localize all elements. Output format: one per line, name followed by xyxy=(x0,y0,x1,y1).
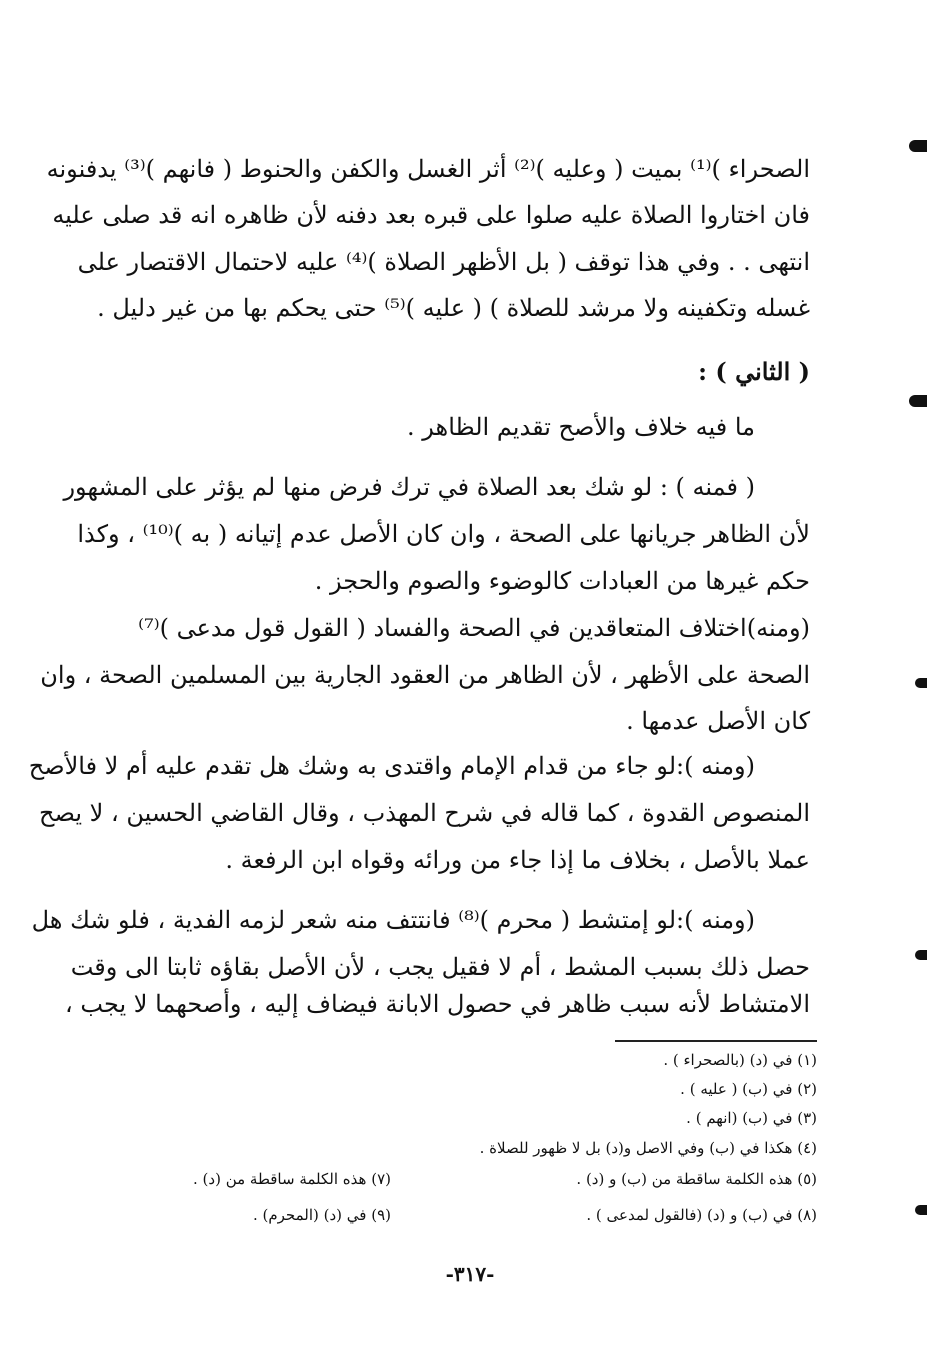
edge-mark-5 xyxy=(915,1205,927,1215)
footnote-9: (٩) في (د) (المحرم) . xyxy=(252,1206,391,1224)
body-line-17: حصل ذلك بسبب المشط ، أم لا فقيل يجب ، لأن الأصل بقاؤه ثابتا الى وقت xyxy=(70,953,810,981)
body-line-9: حكم غيرها من العبادات كالوضوء والصوم والحجز . xyxy=(314,567,810,595)
body-line-3: انتهى . . وفي هذا توقف ( بل الأظهر الصلاة )⁽⁴⁾ عليه لاحتمال الاقتصار على xyxy=(77,248,810,276)
body-line-18: الامتشاط لأنه سبب ظاهر في حصول الابانة فيضاف إليه ، وأصحهما لا يجب ، xyxy=(65,990,810,1018)
body-line-7: ( فمنه ) : لو شك بعد الصلاة في ترك فرض منها لم يؤثر على المشهور xyxy=(63,473,755,501)
edge-mark-1 xyxy=(909,140,927,152)
footnote-7: (٧) هذه الكلمة ساقطة من (د) . xyxy=(193,1170,391,1188)
footnote-2: (٢) في (ب) ( عليه ) . xyxy=(680,1080,817,1098)
body-line-4: غسله وتكفينه ولا مرشد للصلاة ) ( عليه )⁽⁵⁾ حتى يحكم بها من غير دليل . xyxy=(97,294,810,322)
footnote-3: (٣) في (ب) (انهم ) . xyxy=(686,1109,817,1127)
section-heading-second: ( الثاني ) : xyxy=(698,357,810,386)
body-line-13: (ومنه ):لو جاء من قدام الإمام واقتدى به وشك هل تقدم عليه أم لا فالأصح xyxy=(28,752,755,780)
edge-mark-3 xyxy=(915,678,927,688)
body-line-14: المنصوص القدوة ، كما قاله في شرح المهذب ، وقال القاضي الحسين ، لا يصح xyxy=(39,799,810,827)
body-line-6: ما فيه خلاف والأصح تقديم الظاهر . xyxy=(407,413,755,441)
edge-mark-2 xyxy=(909,395,927,407)
footnote-1: (١) في (د) (بالصحراء ) . xyxy=(663,1051,817,1069)
body-line-16: (ومنه ):لو إمتشط ( محرم )⁽⁸⁾ فانتتف منه شعر لزمه الفدية ، فلو شك هل xyxy=(31,906,755,934)
body-line-10: (ومنه)اختلاف المتعاقدين في الصحة والفساد ( القول قول مدعى )⁽⁷⁾ xyxy=(138,614,810,642)
body-line-8: لأن الظاهر جريانها على الصحة ، وان كان الأصل عدم إتيانه ( به )⁽¹⁰⁾ ، وكذا xyxy=(77,520,810,548)
edge-mark-4 xyxy=(915,950,927,960)
footnote-rule xyxy=(615,1040,817,1042)
body-line-12: كان الأصل عدمها . xyxy=(626,707,810,735)
body-line-15: عملا بالأصل ، بخلاف ما إذا جاء من ورائه وقواه ابن الرفعة . xyxy=(225,846,810,874)
footnote-5: (٥) هذه الكلمة ساقطة من (ب) و (د) . xyxy=(576,1170,817,1188)
body-line-11: الصحة على الأظهر ، لأن الظاهر من العقود الجارية بين المسلمين الصحة ، وان xyxy=(40,661,810,689)
footnote-8: (٨) في (ب) و (د) (فالقول لمدعى ) . xyxy=(586,1206,817,1224)
body-line-2: فان اختاروا الصلاة عليه صلوا على قبره بعد دفنه لأن ظاهره انه قد صلى عليه xyxy=(52,201,810,229)
page-number: -٣١٧- xyxy=(445,1262,495,1286)
body-line-1: الصحراء )⁽¹⁾ بميت ( وعليه )⁽²⁾ أثر الغسل والكفن والحنوط ( فانهم )⁽³⁾ يدفنونه xyxy=(46,155,810,183)
footnote-4: (٤) هكذا في (ب) وفي الاصل و(د) بل لا ظهور للصلاة . xyxy=(479,1139,817,1157)
